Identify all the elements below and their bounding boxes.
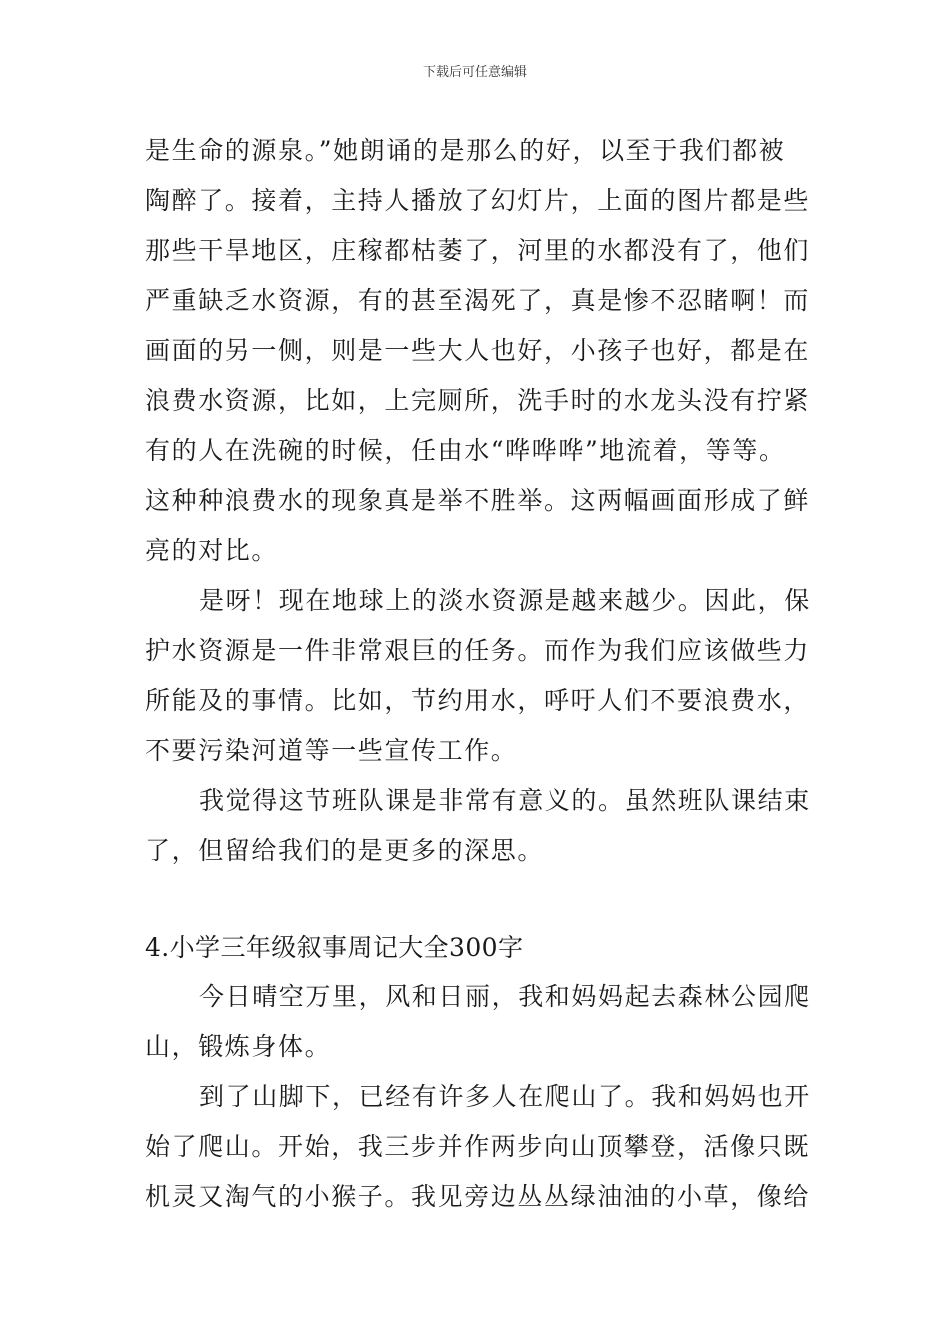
text-line: 有的人在洗碗的时候，任由水“哗哗哗”地流着，等等。 bbox=[145, 436, 786, 465]
text-line: 陶醉了。接着，主持人播放了幻灯片，上面的图片都是些 bbox=[145, 186, 811, 215]
text-line-indented: 是呀！现在地球上的淡水资源是越来越少。因此，保 bbox=[199, 586, 811, 615]
paragraph-protect-water bbox=[145, 576, 810, 776]
text-line: 严重缺乏水资源，有的甚至渴死了，真是惨不忍睹啊！而 bbox=[145, 286, 811, 315]
paragraph-water-slideshow bbox=[145, 126, 810, 576]
text-line: 亮的对比。 bbox=[145, 536, 279, 565]
text-line-indented: 今日晴空万里，风和日丽，我和妈妈起去森林公园爬 bbox=[199, 982, 811, 1011]
section-heading: 4.小学三年级叙事周记大全300字 bbox=[145, 933, 524, 962]
text-line: 这种种浪费水的现象真是举不胜举。这两幅画面形成了鲜 bbox=[145, 486, 811, 515]
text-line: 是生命的源泉。”她朗诵的是那么的好，以至于我们都被 bbox=[145, 136, 786, 165]
paragraph-sunny-day bbox=[145, 972, 810, 1072]
text-line-indented: 我觉得这节班队课是非常有意义的。虽然班队课结束 bbox=[199, 786, 811, 815]
text-line: 护水资源是一件非常艰巨的任务。而作为我们应该做些力 bbox=[145, 636, 811, 665]
text-line-indented: 到了山脚下，已经有许多人在爬山了。我和妈妈也开 bbox=[199, 1082, 811, 1111]
text-line: 山，锻炼身体。 bbox=[145, 1032, 332, 1061]
text-line: 不要污染河道等一些宣传工作。 bbox=[145, 736, 518, 765]
text-line: 所能及的事情。比如，节约用水，呼吁人们不要浪费水， bbox=[145, 686, 811, 715]
text-line: 画面的另一侧，则是一些大人也好，小孩子也好，都是在 bbox=[145, 336, 811, 365]
text-line: 了，但留给我们的是更多的深思。 bbox=[145, 836, 545, 865]
text-line: 浪费水资源，比如，上完厕所，洗手时的水龙头没有拧紧 bbox=[145, 386, 811, 415]
text-line: 那些干旱地区，庄稼都枯萎了，河里的水都没有了，他们 bbox=[145, 236, 811, 265]
text-line: 机灵又淘气的小猴子。我见旁边丛丛绿油油的小草，像给 bbox=[145, 1182, 811, 1211]
paragraph-class-meaning bbox=[145, 776, 810, 876]
paragraph-mountain-climb bbox=[145, 1072, 810, 1222]
text-line: 始了爬山。开始，我三步并作两步向山顶攀登，活像只既 bbox=[145, 1132, 811, 1161]
page-header-note: 下载后可任意编辑 bbox=[422, 65, 527, 80]
